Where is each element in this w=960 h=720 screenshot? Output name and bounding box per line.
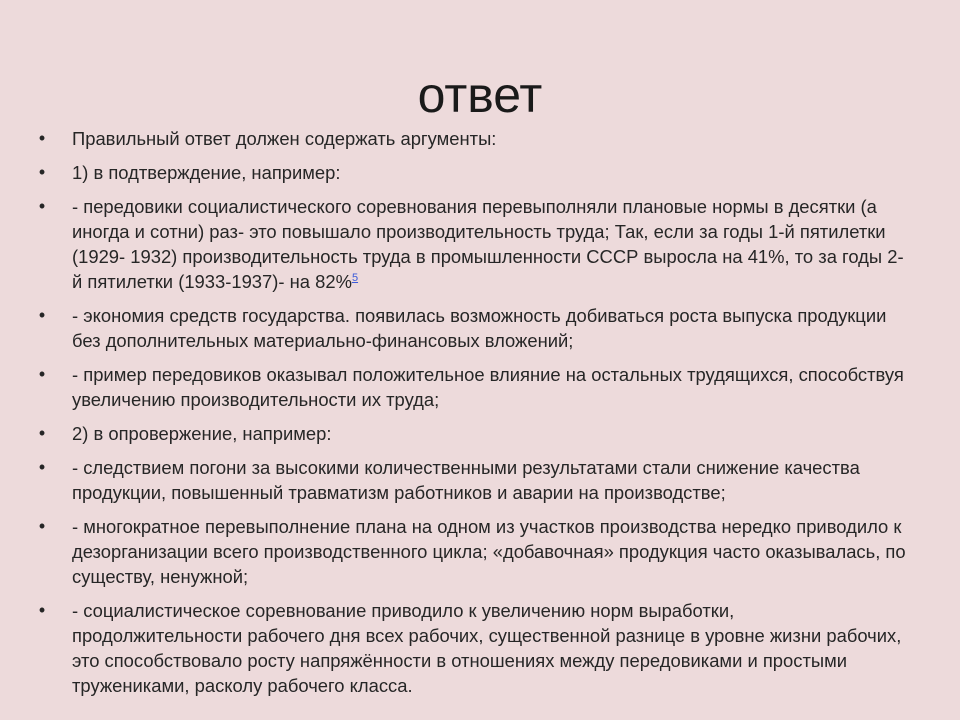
- bullet-icon: •: [38, 162, 46, 182]
- bullet-item: [36, 194, 906, 294]
- bullet-icon: •: [38, 305, 46, 325]
- bullet-icon: •: [38, 457, 46, 477]
- slide-title: ответ: [417, 67, 543, 123]
- bullet-text: - многократное перевыполнение плана на одном из участков производства нередко приводило к дезорганизации всего производственного цикла; «добавочная» продукция часто оказывалась, по существу, ненужной;: [72, 516, 906, 587]
- bullet-item: [36, 455, 906, 505]
- bullet-text: - следствием погони за высокими количественными результатами стали снижение качества продукции, повышенный травматизм работников и аварии на производстве;: [72, 457, 860, 503]
- bullet-text: - экономия средств государства. появилась возможность добиваться роста выпуска продукции без дополнительных материально-финансовых вложений;: [72, 305, 887, 351]
- bullet-text: - пример передовиков оказывал положительное влияние на остальных трудящихся, способствуя увеличению производительности их труда;: [72, 364, 904, 410]
- bullet-item: [36, 303, 906, 353]
- bullet-text: - передовики социалистического соревнования перевыполняли плановые нормы в десятки (а иногда и сотни) раз- это повышало производительность труда; Так, если за годы 1-й пятилетки (1929- 1932) производительность труда в промышленности СССР выросла на 41%, то за годы 2-й пятилетки (1933-1937)- на 82%: [72, 196, 904, 292]
- bullet-text: - социалистическое соревнование приводило к увеличению норм выработки, продолжительности рабочего дня всех рабочих, существенной разнице в уровне жизни рабочих, это способствовало росту напряжённости в отношениях между передовиками и простыми тружениками, расколу рабочего класса.: [72, 600, 902, 696]
- bullet-text: 2) в опровержение, например:: [72, 423, 332, 444]
- bullet-item: [36, 160, 906, 185]
- bullet-text: 1) в подтверждение, например:: [72, 162, 341, 183]
- bullet-text: Правильный ответ должен содержать аргументы:: [72, 128, 497, 149]
- bullet-icon: •: [38, 364, 46, 384]
- bullet-item: [36, 598, 906, 698]
- bullet-icon: •: [38, 128, 46, 148]
- bullet-icon: •: [38, 423, 46, 443]
- footnote-link[interactable]: 5: [351, 271, 359, 284]
- bullet-icon: •: [38, 516, 46, 536]
- bullet-item: [36, 421, 906, 446]
- bullet-icon: •: [38, 196, 46, 216]
- bullet-icon: •: [38, 600, 46, 620]
- bullet-list: [36, 126, 906, 707]
- bullet-item: [36, 362, 906, 412]
- bullet-item: [36, 126, 906, 151]
- bullet-item: [36, 514, 906, 589]
